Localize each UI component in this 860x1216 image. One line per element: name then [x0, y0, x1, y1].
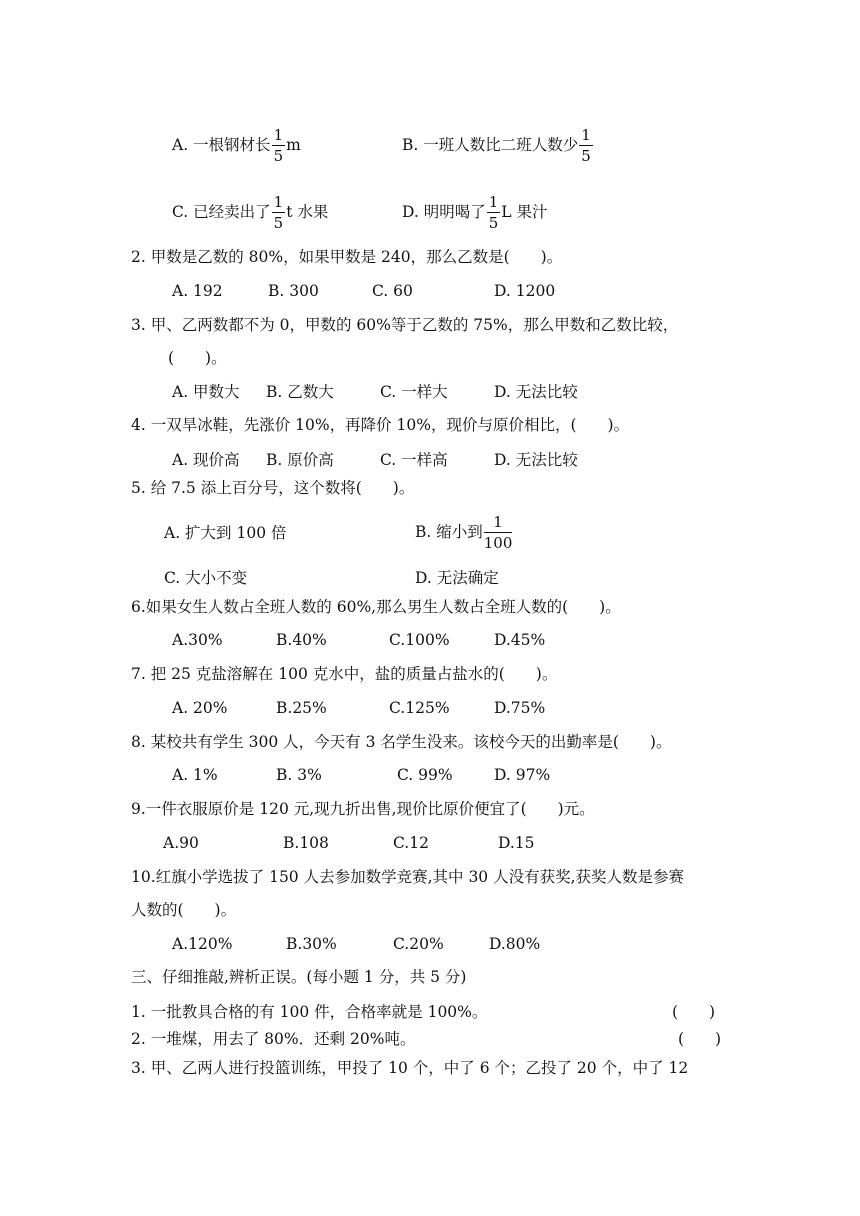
option-text: B. 一班人数比二班人数少	[402, 136, 579, 154]
q5-option-b	[415, 515, 513, 551]
section-3-title: 三、仔细推敲,辨析正误。(每小题 1 分，共 5 分)	[131, 968, 467, 986]
option-unit: L 果汁	[501, 203, 548, 221]
question-8-stem: 8. 某校共有学生 300 人，今天有 3 名学生没来。该校今天的出勤率是( )。	[131, 733, 672, 751]
q7-option-b: B.25%	[276, 699, 327, 717]
question-3-stem-cont: ( )。	[168, 349, 227, 367]
q1-option-b	[402, 128, 594, 164]
q10-option-b: B.30%	[286, 935, 337, 953]
q4-option-b: B. 原价高	[266, 451, 334, 469]
fraction-denominator: 5	[273, 214, 284, 232]
q3-option-c: C. 一样大	[380, 383, 448, 401]
question-9-stem: 9.一件衣服原价是 120 元,现九折出售,现价比原价便宜了( )元。	[131, 800, 595, 818]
q9-option-a: A.90	[163, 834, 199, 852]
q1-option-a	[172, 128, 301, 164]
q7-option-a: A. 20%	[172, 699, 228, 717]
answer-blank-1[interactable]: ( )	[672, 1003, 716, 1021]
fraction-denominator: 5	[488, 214, 499, 232]
option-text: A. 一根钢材长	[172, 136, 271, 154]
fraction-denominator: 5	[581, 147, 591, 165]
q4-option-c: C. 一样高	[380, 451, 448, 469]
q7-option-d: D.75%	[494, 699, 546, 717]
answer-blank-2[interactable]: ( )	[678, 1030, 722, 1048]
q10-option-c: C.20%	[393, 935, 444, 953]
q6-option-a: A.30%	[172, 631, 223, 649]
fraction	[272, 195, 286, 231]
q1-option-d	[402, 195, 548, 231]
fraction-numerator: 1	[273, 126, 284, 144]
question-3-stem: 3. 甲、乙两数都不为 0，甲数的 60%等于乙数的 75%，那么甲数和乙数比较，	[131, 316, 679, 334]
question-2-stem: 2. 甲数是乙数的 80%，如果甲数是 240，那么乙数是( )。	[131, 248, 563, 266]
q2-option-b: B. 300	[268, 282, 319, 300]
q2-option-a: A. 192	[172, 282, 223, 300]
fraction	[487, 195, 501, 231]
q3-option-b: B. 乙数大	[266, 383, 334, 401]
q9-option-b: B.108	[283, 834, 329, 852]
fraction	[484, 515, 513, 551]
question-6-stem: 6.如果女生人数占全班人数的 60%,那么男生人数占全班人数的( )。	[131, 598, 621, 616]
fraction	[579, 128, 593, 164]
q8-option-c: C. 99%	[397, 766, 453, 784]
q8-option-d: D. 97%	[494, 766, 551, 784]
q8-option-a: A. 1%	[172, 766, 218, 784]
option-unit: t 水果	[286, 203, 329, 221]
q2-option-c: C. 60	[372, 282, 413, 300]
q3-option-d: D. 无法比较	[494, 383, 578, 401]
option-text: D. 明明喝了	[402, 203, 486, 221]
question-4-stem: 4. 一双旱冰鞋，先涨价 10%，再降价 10%，现价与原价相比，( )。	[131, 416, 630, 434]
option-text: B. 缩小到	[415, 523, 483, 541]
q4-option-a: A. 现价高	[172, 451, 240, 469]
question-5-stem: 5. 给 7.5 添上百分号，这个数将( )。	[131, 479, 415, 497]
fraction-numerator: 1	[488, 193, 499, 211]
q10-option-d: D.80%	[489, 935, 541, 953]
option-text: C. 已经卖出了	[172, 203, 271, 221]
q5-option-c: C. 大小不变	[164, 569, 248, 587]
q10-option-a: A.120%	[172, 935, 233, 953]
q2-option-d: D. 1200	[494, 282, 556, 300]
fraction-denominator: 5	[273, 147, 284, 165]
q1-option-c	[172, 195, 328, 231]
q9-option-d: D.15	[498, 834, 535, 852]
fraction-numerator: 1	[581, 126, 591, 144]
q5-option-a: A. 扩大到 100 倍	[164, 524, 287, 542]
fraction-numerator: 1	[273, 193, 284, 211]
q4-option-d: D. 无法比较	[494, 451, 578, 469]
fraction-denominator: 100	[483, 534, 513, 552]
true-false-item-3: 3. 甲、乙两人进行投篮训练，甲投了 10 个，中了 6 个；乙投了 20 个，中了 12	[131, 1059, 689, 1077]
q9-option-c: C.12	[393, 834, 429, 852]
true-false-item-1: 1. 一批教具合格的有 100 件，合格率就是 100%。	[131, 1003, 488, 1021]
q8-option-b: B. 3%	[276, 766, 322, 784]
question-10-stem: 10.红旗小学选拔了 150 人去参加数学竞赛,其中 30 人没有获奖,获奖人数是参赛	[131, 868, 685, 886]
question-7-stem: 7. 把 25 克盐溶解在 100 克水中，盐的质量占盐水的( )。	[131, 665, 558, 683]
fraction-numerator: 1	[484, 515, 513, 533]
q3-option-a: A. 甲数大	[172, 383, 240, 401]
question-10-stem-cont: 人数的( )。	[131, 901, 237, 919]
true-false-item-2: 2. 一堆煤，用去了 80%．还剩 20%吨。	[131, 1030, 416, 1048]
option-unit: m	[286, 136, 301, 154]
q6-option-d: D.45%	[494, 631, 546, 649]
q7-option-c: C.125%	[389, 699, 450, 717]
q6-option-b: B.40%	[276, 631, 327, 649]
q6-option-c: C.100%	[389, 631, 450, 649]
fraction	[272, 128, 286, 164]
q5-option-d: D. 无法确定	[415, 569, 499, 587]
